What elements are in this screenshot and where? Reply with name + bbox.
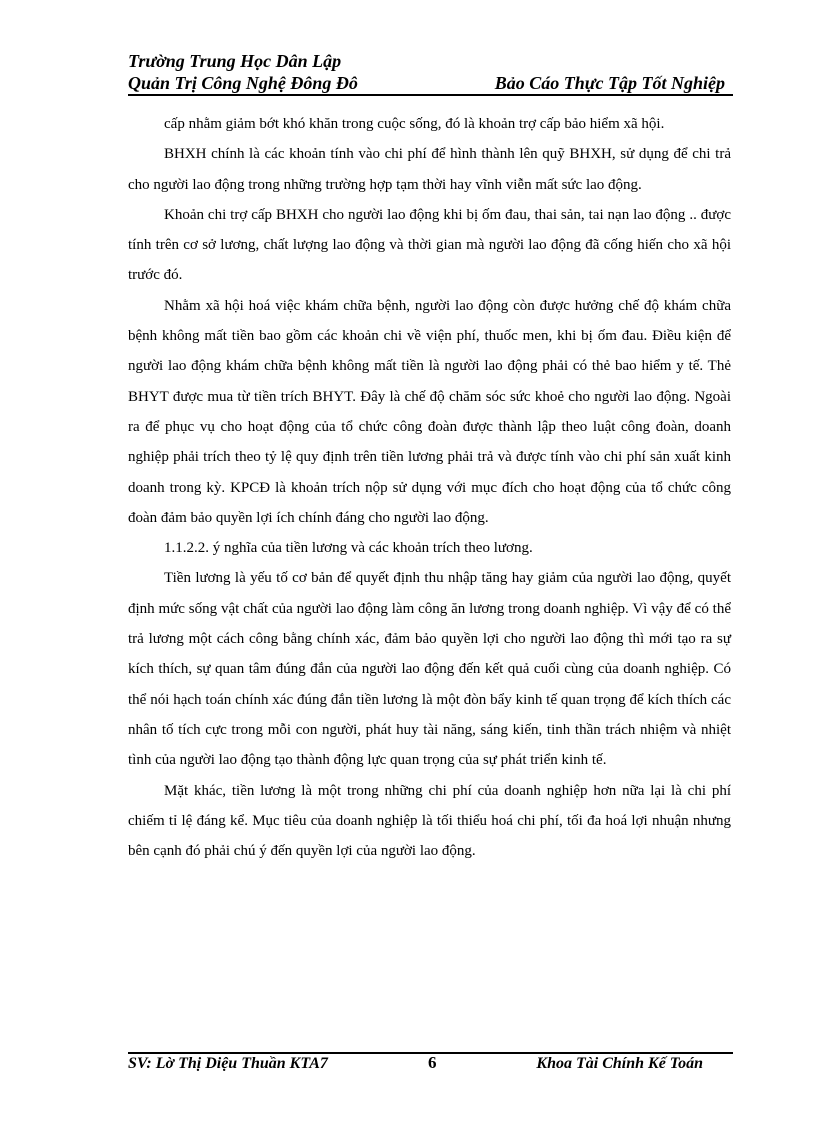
- school-name: Trường Trung Học Dân Lập: [128, 51, 342, 71]
- page-header: [128, 50, 733, 94]
- paragraph: Khoản chi trợ cấp BHXH cho người lao động khi bị ốm đau, thai sản, tai nạn lao động .. được tính trên cơ sở lương, chất lượng lao động và thời gian mà người lao động đã cống hiến cho xã hội trước đó.: [128, 206, 731, 284]
- section-heading: 1.1.2.2. ý nghĩa của tiền lương và các khoản trích theo lương.: [164, 540, 533, 557]
- school-name-line2: Quản Trị Công Nghệ Đông Đô: [128, 73, 358, 93]
- header-row: [128, 72, 733, 94]
- page-footer: [128, 1055, 733, 1079]
- paragraph: BHXH chính là các khoản tính vào chi phí để hình thành lên quỹ BHXH, sử dụng để chi trả cho người lao động trong những trường hợp tạm thời hay vĩnh viễn mất sức lao động.: [128, 146, 731, 193]
- paragraph: Tiền lương là yếu tố cơ bản để quyết định thu nhập tăng hay giảm của người lao động, quyết định mức sống vật chất của người lao động làm công ăn lương trong doanh nghiệp. Vì vậy để có thể trả lương một cách công bằng chính xác, đảm bảo quyền lợi cho người lao động thì mới tạo ra sự kích thích, sự quan tâm đúng đắn của người lao động đến kết quả cuối cùng của doanh nghiệp. Có thể nói hạch toán chính xác đúng đắn tiền lương là một đòn bẩy kinh tế quan trọng để kích thích các nhân tố tích cực trong mỗi con người, phát huy tài năng, sáng kiến, tinh thần trách nhiệm và nhiệt tình của người lao động tạo thành động lực quan trọng của sự phát triển kinh tế.: [128, 570, 731, 769]
- header-divider: [128, 94, 733, 96]
- faculty-name: Khoa Tài Chính Kế Toán: [536, 1055, 703, 1072]
- document-body: [128, 109, 731, 866]
- paragraph: Mặt khác, tiền lương là một trong những chi phí của doanh nghiệp hơn nữa lại là chi phí chiếm tỉ lệ đáng kể. Mục tiêu của doanh nghiệp là tối thiểu hoá chi phí, tối đa hoá lợi nhuận nhưng bên cạnh đó phải chú ý đến quyền lợi của người lao động.: [128, 782, 731, 860]
- student-name: SV: Lờ Thị Diệu Thuần KTA7: [128, 1055, 328, 1072]
- report-title: Bảo Cáo Thực Tập Tốt Nghiệp: [494, 73, 725, 93]
- paragraph: cấp nhằm giảm bớt khó khăn trong cuộc sống, đó là khoản trợ cấp bảo hiểm xã hội.: [164, 116, 665, 132]
- paragraph: Nhằm xã hội hoá việc khám chữa bệnh, người lao động còn được hưởng chế độ khám chữa bệnh không mất tiền bao gồm các khoản chi về viện phí, thuốc men, khi bị ốm đau. Điều kiện để người lao động khám chữa bệnh không mất tiền là người lao động phải có thẻ bao hiểm y tế. Thẻ BHYT được mua từ tiền trích BHYT. Đây là chế độ chăm sóc sức khoẻ cho người lao động. Ngoài ra để phục vụ cho hoạt động của tổ chức công đoàn được thành lập theo luật công đoàn, doanh nghiệp phải trích theo tỷ lệ quy định trên tiền lương phải trả và được tính vào chi phí sản xuất kinh doanh trong kỳ. KPCĐ là khoản trích nộp sử dụng với mục đích cho hoạt động của tổ chức công đoàn đảm bảo quyền lợi ích chính đáng cho người lao động.: [128, 297, 731, 526]
- page-number: 6: [428, 1053, 437, 1072]
